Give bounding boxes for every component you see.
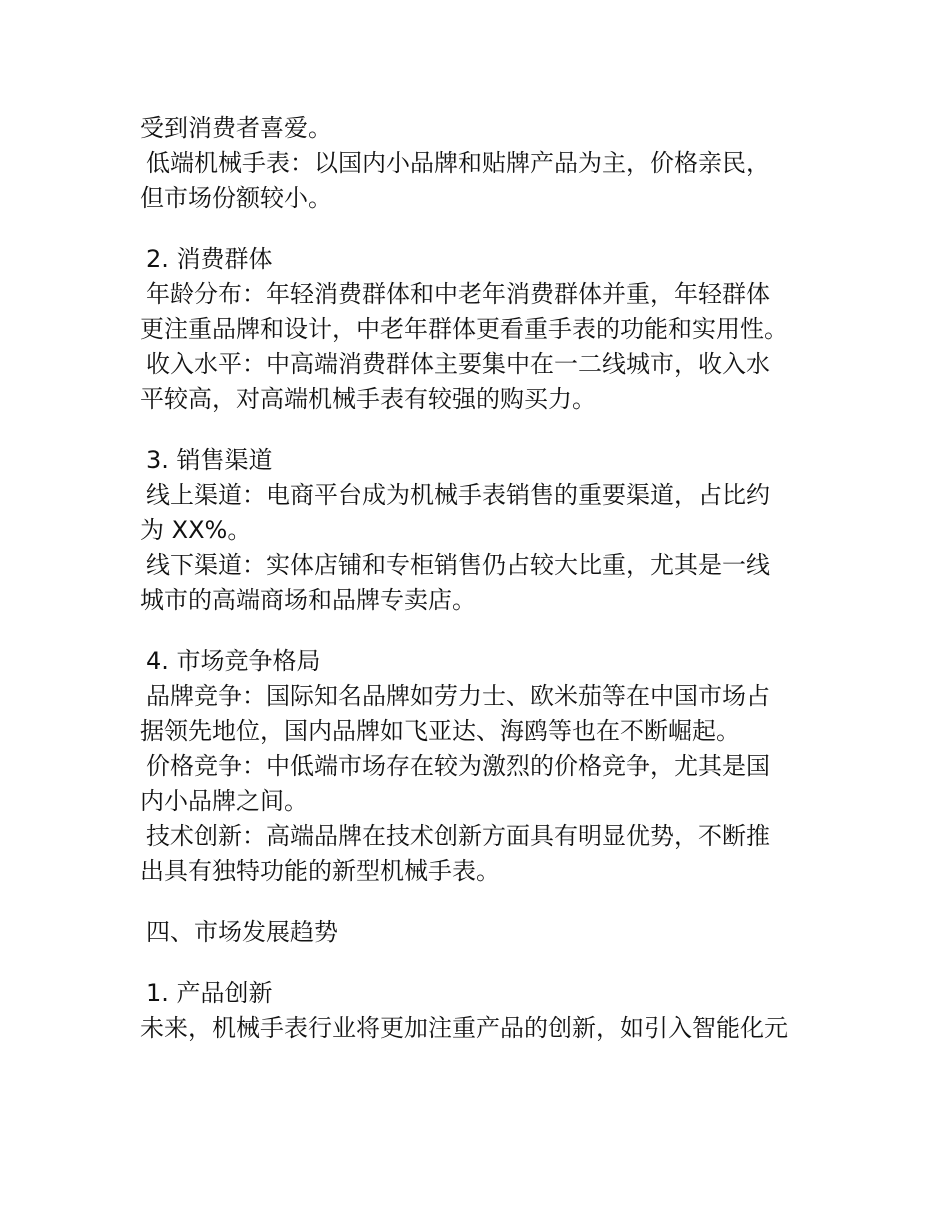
- paragraph-gap: [140, 417, 820, 443]
- text-line: 线上渠道：电商平台成为机械手表销售的重要渠道，占比约: [146, 481, 770, 509]
- text-line: 受到消费者喜爱。: [140, 114, 332, 142]
- text-line: 出具有独特功能的新型机械手表。: [140, 857, 500, 885]
- paragraph-gap: [140, 889, 820, 915]
- paragraph-gap: [140, 216, 820, 242]
- text-line: 据领先地位，国内品牌如飞亚达、海鸥等也在不断崛起。: [140, 717, 740, 745]
- text-line: 2. 消费群体: [146, 245, 273, 273]
- paragraph-gap: [140, 950, 820, 976]
- text-line: 价格竞争：中低端市场存在较为激烈的价格竞争，尤其是国: [146, 752, 770, 780]
- text-line: 品牌竞争：国际知名品牌如劳力士、欧米茄等在中国市场占: [146, 682, 770, 710]
- text-line: 1. 产品创新: [146, 979, 273, 1007]
- paragraph-gap: [140, 618, 820, 644]
- text-line: 收入水平：中高端消费群体主要集中在一二线城市，收入水: [146, 350, 770, 378]
- text-line: 4. 市场竞争格局: [146, 647, 321, 675]
- text-line: 未来，机械手表行业将更加注重产品的创新，如引入智能化元: [140, 1014, 788, 1042]
- text-line: 低端机械手表：以国内小品牌和贴牌产品为主，价格亲民，: [146, 149, 770, 177]
- text-line: 城市的高端商场和品牌专卖店。: [140, 586, 476, 614]
- text-line: 平较高，对高端机械手表有较强的购买力。: [140, 385, 596, 413]
- text-line: 线下渠道：实体店铺和专柜销售仍占较大比重，尤其是一线: [146, 551, 770, 579]
- text-line: 为 XX%。: [140, 516, 252, 544]
- text-line: 内小品牌之间。: [140, 787, 308, 815]
- text-line: 四、市场发展趋势: [146, 918, 338, 946]
- document-page: [140, 111, 820, 1046]
- text-line: 年龄分布：年轻消费群体和中老年消费群体并重，年轻群体: [146, 280, 770, 308]
- text-line: 更注重品牌和设计，中老年群体更看重手表的功能和实用性。: [140, 315, 788, 343]
- text-line: 但市场份额较小。: [140, 184, 332, 212]
- text-line: 3. 销售渠道: [146, 446, 273, 474]
- text-line: 技术创新：高端品牌在技术创新方面具有明显优势，不断推: [146, 822, 770, 850]
